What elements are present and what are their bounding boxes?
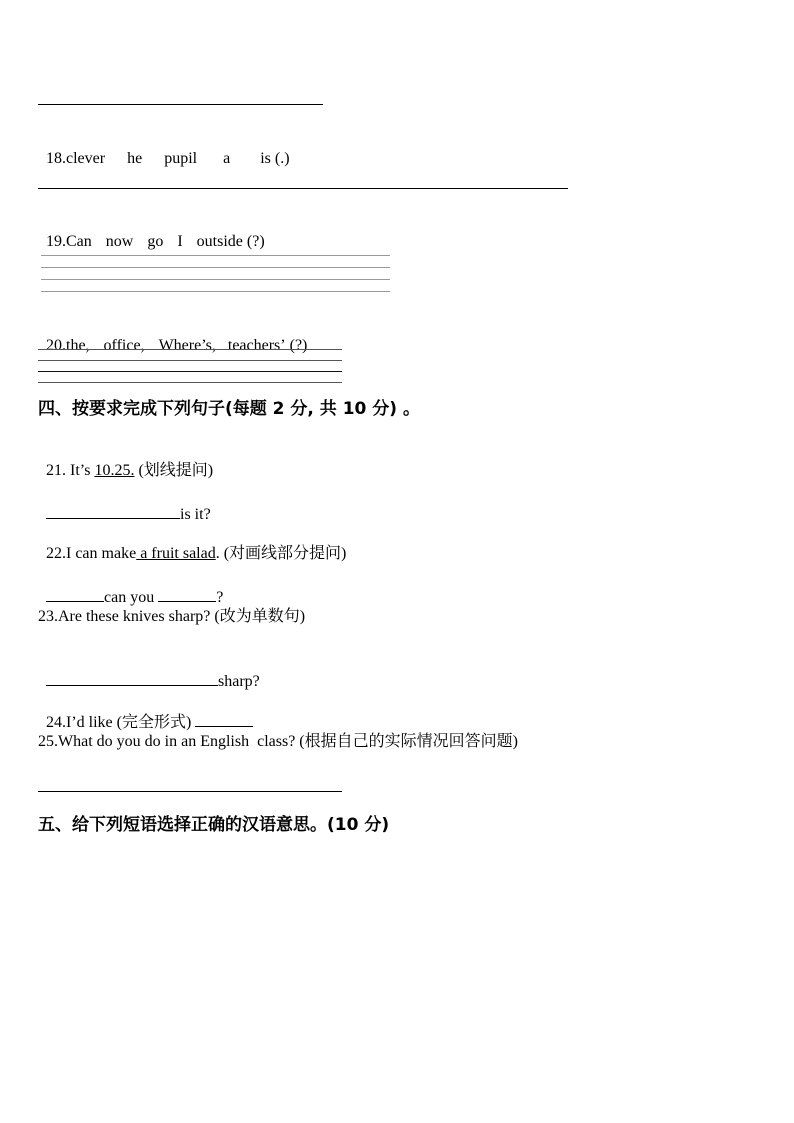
punctuation-hint: (.) (274, 150, 290, 167)
answer-line (41, 255, 390, 256)
word: teachers’ (227, 337, 286, 354)
fill-blank[interactable] (195, 710, 253, 727)
question-number: 18. (46, 150, 66, 167)
question-18 (38, 129, 290, 169)
question-20 (38, 316, 307, 356)
word: outside (196, 233, 243, 250)
fill-blank[interactable] (46, 502, 180, 519)
word: office, (103, 337, 145, 354)
underlined-phrase: 10.25. (94, 462, 135, 479)
word: now (105, 233, 134, 250)
word: is (260, 150, 271, 167)
word: he (127, 150, 143, 167)
question-number: 20. (46, 337, 66, 354)
word: go (147, 233, 164, 250)
question-25: 25.What do you do in an English class? (根据自己的实际情况回答问题) (38, 733, 518, 750)
question-number: 19. (46, 233, 66, 250)
question-text: 21. It’s (46, 462, 95, 479)
word: a (223, 150, 231, 167)
answer-line (41, 279, 390, 280)
word: I (177, 233, 183, 250)
answer-line (38, 371, 342, 372)
answer-middle: can you (104, 589, 159, 606)
answer-suffix: sharp? (218, 673, 260, 690)
answer-line-25 (38, 791, 342, 792)
answer-line (41, 267, 390, 268)
punctuation-hint: (?) (289, 337, 308, 354)
underlined-phrase: a fruit salad (136, 545, 216, 562)
answer-line-18 (38, 188, 568, 189)
answer-line (38, 360, 342, 361)
answer-suffix: is it? (180, 506, 211, 523)
question-21 (38, 441, 213, 481)
fill-blank[interactable] (46, 669, 218, 686)
question-text: 22.I can make (46, 545, 137, 562)
answer-23 (38, 649, 260, 692)
answer-end: ? (216, 589, 224, 606)
fill-blank[interactable] (46, 585, 104, 602)
answer-line (41, 291, 390, 292)
instruction-note: (划线提问) (134, 462, 214, 479)
word: Can (66, 233, 92, 250)
question-19 (38, 212, 265, 252)
word: the, (66, 337, 90, 354)
answer-21 (38, 482, 211, 525)
question-text: 24.I’d like (完全形式) (46, 714, 196, 731)
answer-line (38, 382, 342, 383)
question-22 (38, 524, 346, 564)
question-23: 23.Are these knives sharp? (改为单数句) (38, 608, 306, 625)
section-5-heading: 五、给下列短语选择正确的汉语意思。(10 分) (38, 815, 390, 835)
word: clever (66, 150, 106, 167)
answer-line (38, 349, 342, 350)
word: Where’s, (158, 337, 216, 354)
question-24 (38, 690, 253, 733)
answer-line-17 (38, 104, 323, 105)
section-4-heading: 四、按要求完成下列句子(每题 2 分, 共 10 分) 。 (38, 399, 420, 419)
punctuation-hint: (?) (246, 233, 265, 250)
word: pupil (164, 150, 198, 167)
fill-blank[interactable] (158, 585, 216, 602)
answer-22 (38, 565, 223, 608)
instruction-note: . (对画线部分提问) (215, 545, 347, 562)
